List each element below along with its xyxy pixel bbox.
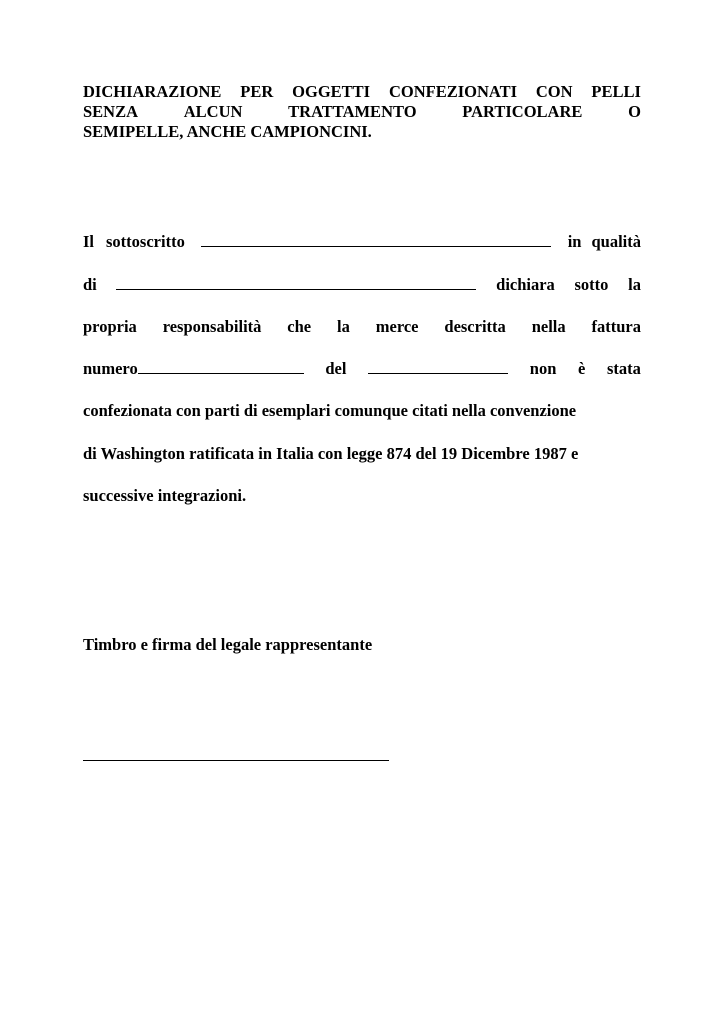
body-text: di Washington ratificata in Italia con legge 874 del 19 Dicembre 1987 e	[83, 444, 579, 463]
body-word: la	[337, 317, 350, 336]
body-word: sotto	[574, 275, 609, 294]
body-word: sottoscritto	[106, 232, 185, 251]
title-word: DICHIARAZIONE	[83, 82, 222, 101]
title-line-2	[83, 102, 641, 122]
body-word: qualità	[591, 232, 641, 251]
title-word: OGGETTI	[292, 82, 371, 101]
title-text: SEMIPELLE, ANCHE CAMPIONCINI.	[83, 122, 372, 141]
title-word: PARTICOLARE	[462, 102, 583, 121]
body-word: responsabilità	[162, 317, 262, 336]
body-line-5	[83, 400, 641, 422]
body-word: che	[287, 317, 312, 336]
title-word: ALCUN	[183, 102, 243, 121]
body-word: stata	[607, 359, 641, 378]
body-word: non	[529, 359, 557, 378]
body-word: propria	[83, 317, 137, 336]
body-line-3	[83, 316, 641, 338]
body-word: in	[567, 232, 582, 251]
body-line-2	[83, 274, 641, 296]
body-word: è	[578, 359, 586, 378]
body-line-1	[83, 231, 641, 253]
body-word: fattura	[591, 317, 641, 336]
role-blank-field[interactable]	[116, 274, 476, 290]
body-line-6	[83, 443, 641, 465]
invoice-number-blank-field[interactable]	[138, 358, 304, 374]
body-text: successive integrazioni.	[83, 486, 247, 505]
body-line-4	[83, 358, 641, 380]
name-blank-field[interactable]	[201, 231, 551, 247]
title-word: CON	[535, 82, 573, 101]
title-line-1	[83, 82, 641, 102]
title-word: PER	[240, 82, 274, 101]
body-word: Il	[83, 232, 95, 251]
signature-label: Timbro e firma del legale rappresentante	[83, 635, 373, 654]
body-word: merce	[375, 317, 419, 336]
title-word: TRATTAMENTO	[288, 102, 417, 121]
title-word: O	[628, 102, 641, 121]
document-title	[83, 82, 641, 142]
body-word: nella	[531, 317, 566, 336]
signature-blank-field[interactable]	[83, 760, 389, 761]
title-line-3	[83, 122, 641, 142]
body-text: confezionata con parti di esemplari comunque citati nella convenzione	[83, 401, 577, 420]
body-line-7	[83, 485, 641, 507]
body-word: dichiara	[496, 275, 555, 294]
title-word: PELLI	[591, 82, 641, 101]
title-word: CONFEZIONATI	[388, 82, 518, 101]
title-word: SENZA	[83, 102, 139, 121]
body-word: del	[325, 359, 347, 378]
body-word: la	[628, 275, 641, 294]
body-word: di	[83, 275, 97, 294]
invoice-date-blank-field[interactable]	[368, 358, 508, 374]
body-word: numero	[83, 359, 138, 378]
body-word: descritta	[444, 317, 506, 336]
